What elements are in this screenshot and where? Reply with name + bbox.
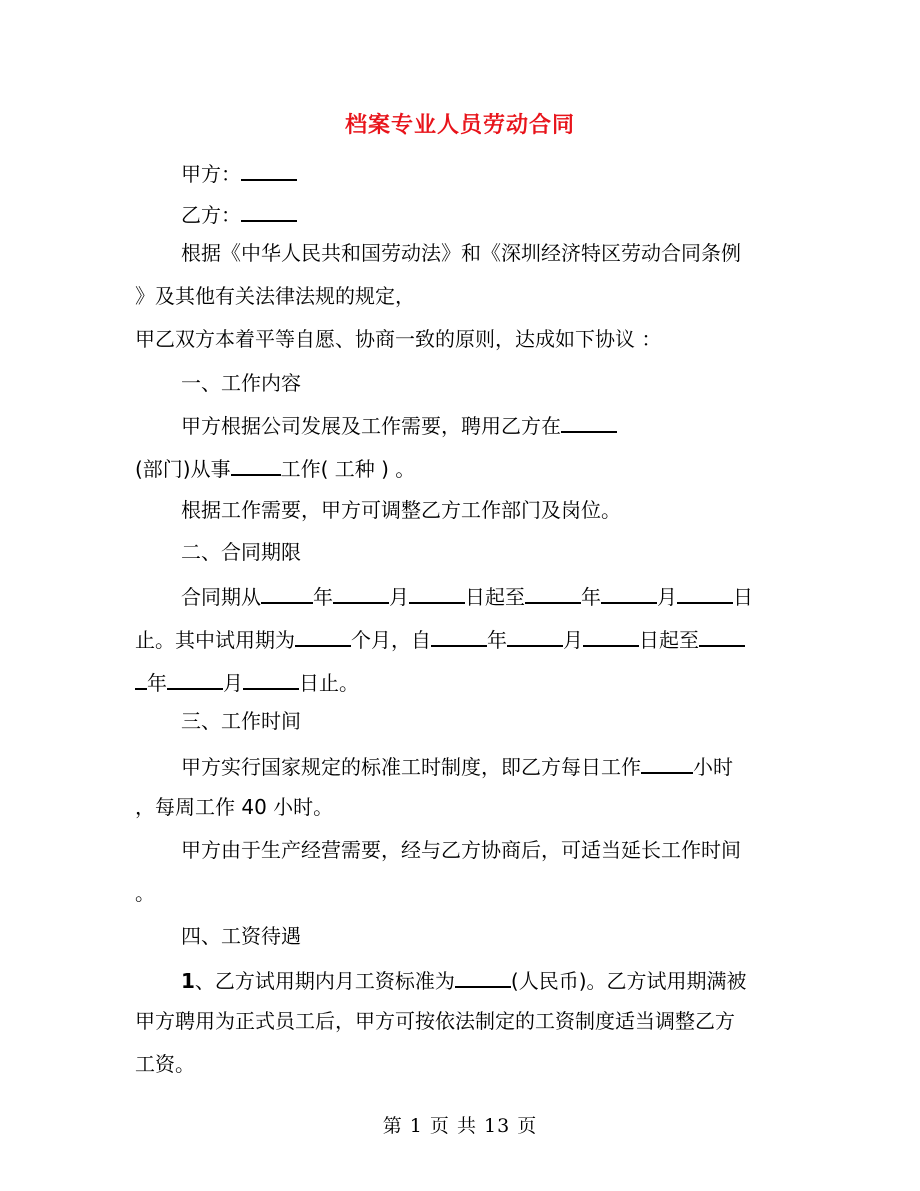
preamble-line-2: 》及其他有关法律法规的规定，: [135, 284, 415, 308]
day-end-label: 日: [733, 585, 753, 609]
probation-end-day-blank: [243, 666, 299, 690]
year-label: 年: [147, 671, 167, 695]
end-year-blank: [525, 580, 581, 604]
section-2-text-2b: 个月，自: [351, 628, 431, 652]
section-4-text-1a: 、乙方试用期内月工资标准为: [194, 969, 455, 993]
month-label: 月: [223, 671, 243, 695]
section-2-text-1a: 合同期从: [181, 585, 261, 609]
section-4-heading: 四、工资待遇: [181, 924, 301, 948]
party-a-label: 甲方：: [181, 162, 241, 186]
preamble-line-1: 根据《中华人民共和国劳动法》和《深圳经济特区劳动合同条例: [181, 241, 741, 265]
year-label: 年: [313, 585, 333, 609]
section-1-text-1: 甲方根据公司发展及工作需要，聘用乙方在: [181, 414, 561, 438]
item-number: 1: [181, 969, 195, 993]
probation-start-month-blank: [507, 623, 563, 647]
section-1-line-1: [181, 409, 617, 440]
day-from-label: 日起至: [639, 628, 699, 652]
section-1-line-3: 根据工作需要，甲方可调整乙方工作部门及岗位。: [181, 498, 621, 522]
section-3-line-2: ，每周工作 40 小时。: [135, 795, 334, 819]
section-1-line-2: [135, 452, 415, 483]
probation-salary-blank: [455, 964, 511, 988]
day-from-label: 日起至: [465, 585, 525, 609]
department-blank: [561, 409, 617, 433]
party-b-label: 乙方：: [181, 203, 241, 227]
party-a-line: [181, 157, 297, 188]
probation-start-day-blank: [583, 623, 639, 647]
probation-end-year-blank-part2: [135, 666, 147, 690]
month-label: 月: [389, 585, 409, 609]
end-day-blank: [677, 580, 733, 604]
section-4-text-1b: (人民币)。乙方试用期满被: [510, 969, 747, 993]
section-3-text-1b: 小时: [693, 755, 733, 779]
job-blank: [231, 452, 281, 476]
month-label: 月: [563, 628, 583, 652]
document-title: 档案专业人员劳动合同: [344, 113, 575, 138]
party-b-blank: [241, 198, 297, 222]
month-label: 月: [657, 585, 677, 609]
start-day-blank: [409, 580, 465, 604]
section-3-line-3: 甲方由于生产经营需要，经与乙方协商后，可适当延长工作时间: [181, 838, 741, 862]
section-2-line-3: [135, 666, 359, 697]
section-3-line-1: [181, 750, 733, 781]
section-2-text-2a: 止。其中试用期为: [135, 628, 295, 652]
section-2-text-3: 日止。: [299, 671, 359, 695]
probation-end-month-blank: [167, 666, 223, 690]
party-a-blank: [241, 157, 297, 181]
section-1-text-2b: 工作( 工种 ) 。: [280, 457, 416, 481]
section-4-line-3: 工资。: [135, 1052, 195, 1076]
section-3-heading: 三、工作时间: [181, 709, 301, 733]
section-1-text-2a: (部门)从事: [135, 457, 231, 481]
section-4-line-1: [181, 964, 747, 995]
probation-end-year-blank-part1: [699, 623, 745, 647]
start-month-blank: [333, 580, 389, 604]
preamble-line-3: 甲乙双方本着平等自愿、协商一致的原则，达成如下协议 ：: [135, 327, 662, 351]
section-4-line-2: 甲方聘用为正式员工后，甲方可按依法制定的工资制度适当调整乙方: [135, 1009, 735, 1033]
year-label: 年: [487, 628, 507, 652]
start-year-blank: [261, 580, 313, 604]
section-2-heading: 二、合同期限: [181, 540, 301, 564]
section-3-line-4: 。: [135, 881, 155, 905]
probation-months-blank: [295, 623, 351, 647]
section-1-heading: 一、工作内容: [181, 371, 301, 395]
end-month-blank: [601, 580, 657, 604]
probation-start-year-blank: [431, 623, 487, 647]
daily-hours-blank: [641, 750, 693, 774]
page-number: 第 1 页 共 13 页: [382, 1115, 538, 1137]
year-label: 年: [581, 585, 601, 609]
section-3-text-1a: 甲方实行国家规定的标准工时制度，即乙方每日工作: [181, 755, 641, 779]
section-2-line-2: [135, 623, 745, 654]
party-b-line: [181, 198, 297, 229]
section-2-line-1: [181, 580, 753, 611]
